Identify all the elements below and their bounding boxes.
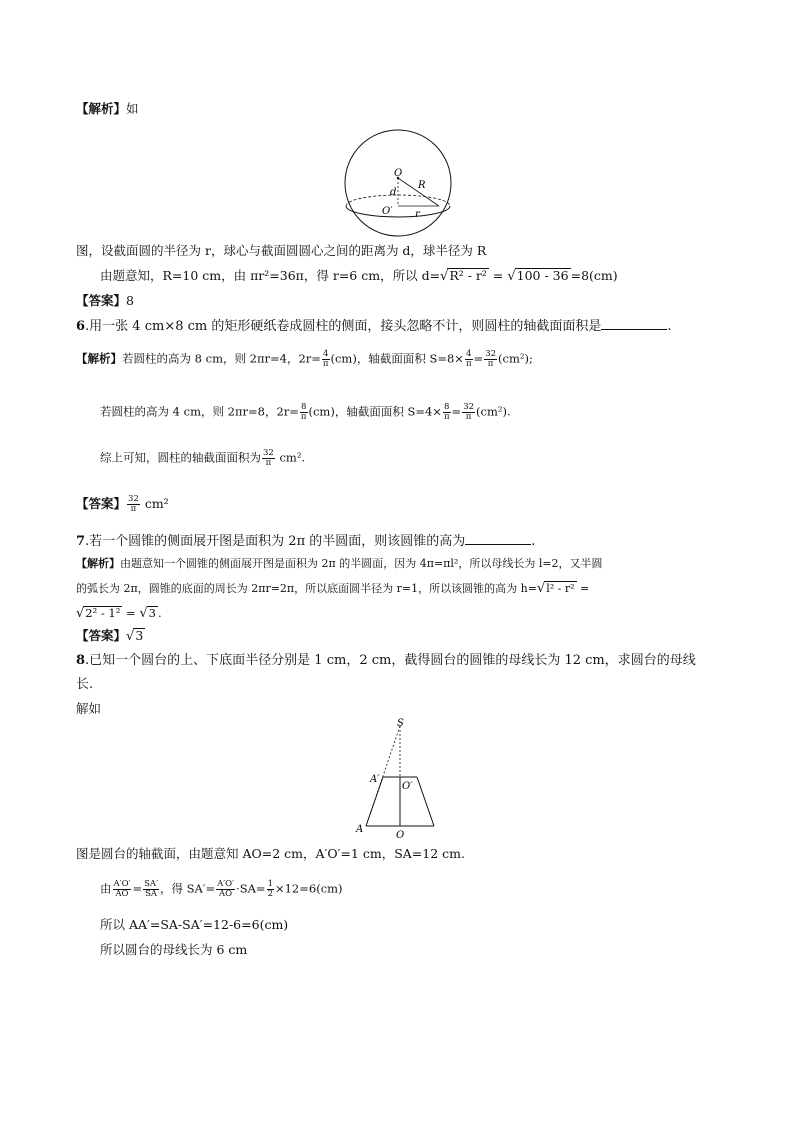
answer-blank (601, 317, 667, 330)
fraction (484, 350, 497, 369)
q6-analysis-line2 (100, 403, 511, 422)
q7-answer (76, 628, 145, 645)
sqrt-radicand: 3 (148, 606, 156, 620)
numerator: A′O′ (113, 879, 131, 889)
text: = (488, 268, 508, 283)
sqrt-radicand: 100 - 36 (516, 268, 569, 283)
label-O-prime: O′ (382, 206, 393, 217)
fraction (113, 880, 132, 899)
text: . (531, 534, 536, 549)
label-A-prime: A′ (370, 774, 380, 785)
numerator: 4 (466, 349, 472, 359)
answer-tag: 【答案】 (76, 628, 127, 643)
question-number: 7 (76, 534, 86, 549)
fraction (465, 350, 473, 369)
denominator: SA (145, 889, 158, 899)
text: =8(cm) (570, 268, 618, 283)
label-O: O (394, 168, 403, 179)
numerator: A′O′ (217, 879, 235, 889)
denominator: π (265, 458, 272, 468)
q8-stem-line2: 长. (76, 677, 94, 692)
q8-solution-start: 解如 (76, 701, 102, 716)
fraction (443, 403, 451, 422)
question-text: .已知一个圆台的上、下底面半径分别是 1 cm，2 cm，截得圆台的圆锥的母线长为 12 cm，求圆台的母线 (85, 653, 696, 668)
numerator: 32 (485, 349, 497, 359)
q6-stem (76, 317, 672, 335)
answer-tag: 【答案】 (76, 293, 127, 308)
denominator: π (322, 359, 329, 369)
fraction (267, 880, 274, 899)
q8-line3: 所以 AA′=SA-SA′=12-6=6(cm) (100, 917, 289, 932)
text: ×12=6(cm) (274, 881, 343, 896)
q5-line1: 图，设截面圆的半径为 r，球心与截面圆圆心之间的距离为 d，球半径为 R (76, 243, 487, 258)
text: 由题意知一个圆锥的侧面展开图是面积为 2π 的半圆面，因为 4π=πl²，所以母线长为 l=2，又半圆 (120, 557, 603, 570)
q7-analysis-line3 (76, 605, 162, 622)
q8-line2 (100, 880, 343, 899)
analysis-text: 如 (126, 101, 139, 116)
text: cm² (140, 496, 169, 511)
q7-stem (76, 532, 535, 550)
sqrt-sign: √ (126, 629, 135, 644)
question-number: 8 (76, 653, 86, 668)
text: . (667, 319, 672, 334)
fraction (462, 403, 475, 422)
answer-text: 8 (126, 293, 134, 308)
answer-blank (465, 532, 531, 545)
text: 若圆柱的高为 4 cm，则 2πr=8，2r= (100, 404, 299, 419)
text: 综上可知，圆柱的轴截面面积为 (100, 450, 261, 465)
label-r: r (415, 209, 420, 220)
text: . (157, 606, 162, 620)
numerator: 4 (322, 349, 329, 359)
denominator: π (487, 359, 494, 369)
denominator: 2 (267, 889, 273, 899)
fraction (322, 350, 330, 369)
text: = (473, 351, 484, 366)
label-A: A (356, 824, 364, 835)
q7-analysis-line2 (76, 581, 589, 597)
question-text: .用一张 4 cm×8 cm 的矩形硬纸卷成圆柱的侧面，接头忽略不计，则圆柱的轴截面面积是 (85, 319, 602, 334)
denominator: AO (219, 889, 233, 899)
label-S: S (397, 718, 404, 729)
q5-answer (76, 293, 134, 309)
numerator: 32 (128, 494, 139, 504)
label-O: O (396, 830, 405, 841)
q6-analysis-line3 (100, 449, 305, 468)
denominator: AO (115, 889, 129, 899)
sqrt-radicand: l² - r² (546, 582, 575, 595)
q6-analysis-line1 (76, 350, 533, 369)
denominator: π (443, 412, 450, 422)
text: (cm)，轴截面面积 S=4× (308, 404, 442, 419)
analysis-tag: 【解析】 (76, 557, 120, 570)
text: 由题意知，R=10 cm，由 πr²=36π，得 r=6 cm，所以 d= (100, 268, 441, 283)
fraction (143, 880, 159, 899)
text: = (576, 582, 590, 595)
sqrt-radicand: 3 (135, 628, 144, 643)
sqrt-sign: √ (139, 606, 148, 621)
text: 由 (100, 881, 112, 896)
analysis-tag: 【解析】 (76, 351, 122, 366)
text: (cm²); (498, 351, 533, 366)
label-d: d (390, 187, 397, 198)
sqrt-sign: √ (76, 606, 85, 621)
frustum-figure (350, 716, 450, 844)
numerator: 32 (463, 402, 475, 412)
text: = (132, 881, 143, 896)
label-O-prime: O′ (402, 781, 413, 792)
answer-tag: 【答案】 (76, 496, 127, 511)
question-number: 6 (76, 319, 86, 334)
sqrt-sign: √ (507, 269, 516, 284)
numerator: SA′ (144, 879, 159, 889)
denominator: π (465, 359, 472, 369)
text: ·SA= (236, 881, 266, 896)
q7-analysis-line1 (76, 556, 603, 572)
denominator: π (465, 412, 472, 422)
q8-line1: 图是圆台的轴截面，由题意知 AO=2 cm，A′O′=1 cm，SA=12 cm. (76, 846, 465, 861)
q6-answer (76, 495, 169, 514)
numerator: 8 (300, 402, 307, 412)
sqrt-radicand: 2² - 1² (85, 606, 121, 620)
q5-analysis-line (76, 101, 139, 117)
denominator: π (300, 412, 307, 422)
q8-stem-line1 (76, 653, 696, 669)
fraction (262, 449, 275, 468)
analysis-tag: 【解析】 (76, 101, 127, 116)
denominator: π (130, 504, 137, 514)
q8-line4: 所以圆台的母线长为 6 cm (100, 942, 248, 957)
numerator: 32 (263, 448, 274, 458)
sqrt-radicand: R² - r² (449, 268, 487, 283)
text: ，得 SA′= (160, 881, 216, 896)
numerator: 1 (267, 879, 273, 889)
text: 的弧长为 2π，圆锥的底面的周长为 2πr=2π，所以底面圆半径为 r=1，所以该圆锥的高为 h= (76, 582, 537, 595)
label-R: R (418, 180, 426, 191)
fraction (216, 880, 235, 899)
q5-line2 (100, 268, 618, 285)
fraction (300, 403, 308, 422)
text: = (451, 404, 462, 419)
text: (cm)，轴截面面积 S=8× (330, 351, 464, 366)
question-text: .若一个圆锥的侧面展开图是面积为 2π 的半圆面，则该圆锥的高为 (85, 534, 466, 549)
text: cm². (275, 450, 306, 465)
text: = (122, 606, 140, 620)
sqrt-sign: √ (440, 269, 449, 284)
sphere-figure (338, 126, 458, 238)
text: 若圆柱的高为 8 cm，则 2πr=4，2r= (122, 351, 321, 366)
numerator: 8 (444, 402, 450, 412)
sqrt-sign: √ (536, 581, 546, 596)
text: (cm²). (476, 404, 511, 419)
fraction (127, 495, 140, 514)
